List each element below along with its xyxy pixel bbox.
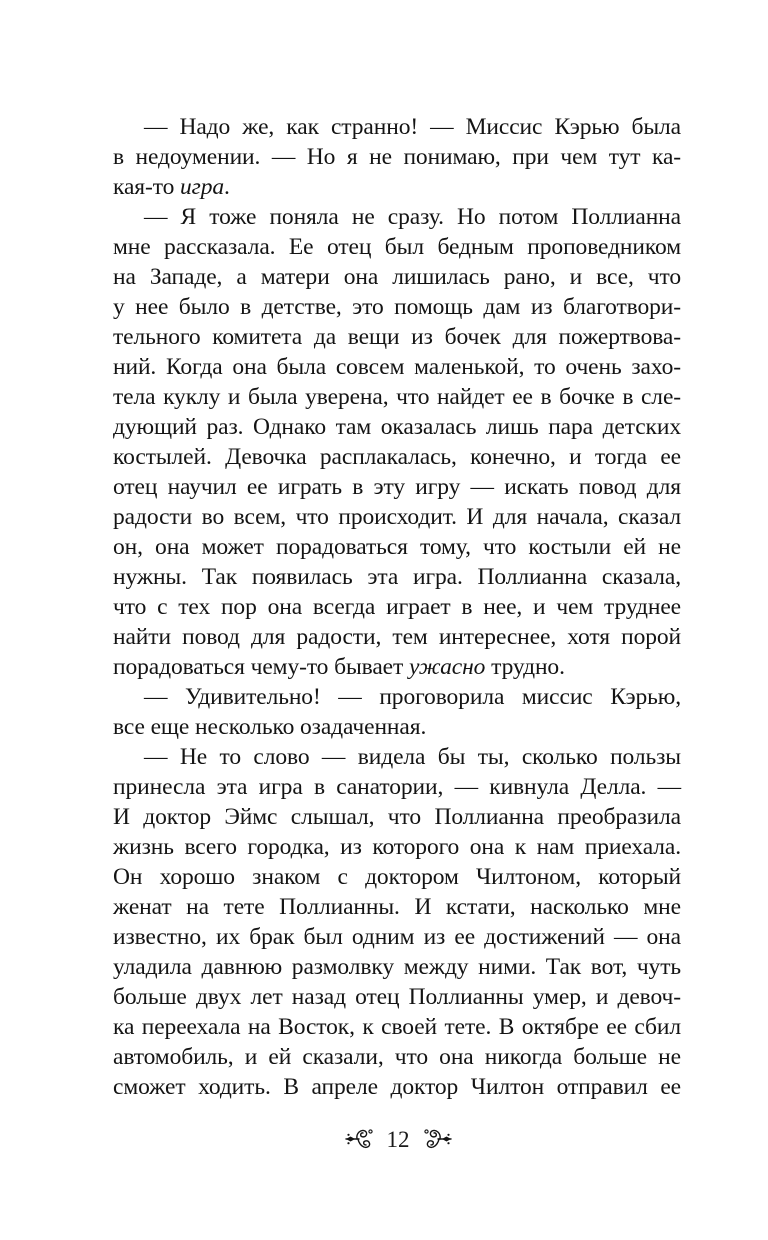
- text-line: [113, 982, 681, 1012]
- text-line: [113, 502, 681, 532]
- text-line: [113, 352, 681, 382]
- text-line: [113, 742, 681, 772]
- fleuron-left-icon: [345, 1128, 373, 1150]
- text-segment: на Западе, а матери она лишилась рано, и все, что: [113, 264, 681, 290]
- text-line: [113, 862, 681, 892]
- paragraph: [113, 742, 681, 1102]
- page-number: 12: [386, 1126, 410, 1152]
- text-line: [113, 262, 681, 292]
- text-segment: что с тех пор она всегда играет в нее, и чем труднее: [113, 594, 681, 620]
- page-text: [113, 112, 681, 1102]
- text-segment: найти повод для радости, тем интереснее, хотя порой: [113, 624, 681, 650]
- text-segment: тела куклу и была уверена, что найдет ее в бочке в сле-: [113, 384, 681, 410]
- text-line: [113, 532, 681, 562]
- text-segment: известно, их брак был одним из ее достижений — она: [113, 924, 681, 950]
- text-segment: кая-то: [113, 174, 181, 200]
- fleuron-right-icon: [424, 1128, 452, 1150]
- text-segment: больше двух лет назад отец Поллианны умер, и девоч-: [113, 984, 681, 1010]
- text-segment: отец научил ее играть в эту игру — искать повод для: [113, 474, 681, 500]
- text-segment: у нее было в детстве, это помощь дам из благотвори-: [113, 294, 681, 320]
- text-segment: в недоумении. — Но я не понимаю, при чем тут ка-: [113, 144, 681, 170]
- text-line: [113, 772, 681, 802]
- text-segment: он, она может порадоваться тому, что костыли ей не: [113, 534, 681, 560]
- text-segment: ка переехала на Восток, к своей тете. В октябре ее сбил: [113, 1014, 681, 1040]
- text-line: [113, 112, 681, 142]
- paragraph: [113, 202, 681, 682]
- text-segment: — Удивительно! — проговорила миссис Кэрью,: [144, 684, 681, 710]
- text-line: [113, 472, 681, 502]
- text-segment: все еще несколько озадаченная.: [113, 714, 427, 740]
- text-line: [113, 292, 681, 322]
- text-line: [113, 1042, 681, 1072]
- text-segment: автомобиль, и ей сказали, что она никогда больше не: [113, 1044, 681, 1070]
- text-segment: дующий раз. Однако там оказалась лишь пара детских: [113, 414, 681, 440]
- paragraph: [113, 682, 681, 742]
- text-segment: — Я тоже поняла не сразу. Но потом Поллианна: [144, 204, 681, 230]
- text-segment: Он хорошо знаком с доктором Чилтоном, который: [113, 864, 681, 890]
- text-segment: .: [224, 174, 230, 200]
- text-segment: уладила давнюю размолвку между ними. Так вот, чуть: [113, 954, 681, 980]
- text-segment: принесла эта игра в санатории, — кивнула Делла. —: [113, 774, 681, 800]
- text-line: [113, 562, 681, 592]
- text-line: [113, 682, 681, 712]
- text-line: [113, 322, 681, 352]
- text-segment: тельного комитета да вещи из бочек для пожертвова-: [113, 324, 681, 350]
- text-segment: порадоваться чему-то бывает: [113, 654, 409, 680]
- text-line: [113, 202, 681, 232]
- text-segment: мне рассказала. Ее отец был бедным проповедником: [113, 234, 681, 260]
- text-segment: И доктор Эймс слышал, что Поллианна преобразила: [113, 804, 681, 830]
- text-segment: жизнь всего городка, из которого она к нам приехала.: [113, 834, 681, 860]
- text-line: [113, 592, 681, 622]
- text-line: [113, 442, 681, 472]
- text-segment: ний. Когда она была совсем маленькой, то очень захо-: [113, 354, 681, 380]
- text-line: [113, 832, 681, 862]
- text-line: [113, 142, 681, 172]
- text-segment: — Не то слово — видела бы ты, сколько пользы: [144, 744, 681, 770]
- text-line: [113, 622, 681, 652]
- italic-text: ужасно: [408, 654, 486, 680]
- text-line: [113, 172, 681, 202]
- text-segment: женат на тете Поллианны. И кстати, насколько мне: [113, 894, 681, 920]
- text-segment: радости во всем, что происходит. И для начала, сказал: [113, 504, 681, 530]
- text-line: [113, 1012, 681, 1042]
- text-line: [113, 892, 681, 922]
- text-line: [113, 922, 681, 952]
- page-footer: [14, 1122, 768, 1156]
- text-line: [113, 652, 681, 682]
- text-line: [113, 712, 681, 742]
- text-line: [113, 412, 681, 442]
- paragraph: [113, 112, 681, 202]
- text-line: [113, 952, 681, 982]
- italic-text: игра: [180, 174, 225, 200]
- text-segment: костылей. Девочка расплакалась, конечно, и тогда ее: [113, 444, 681, 470]
- text-segment: сможет ходить. В апреле доктор Чилтон отправил ее: [113, 1074, 681, 1100]
- text-segment: — Надо же, как странно! — Миссис Кэрью была: [144, 114, 681, 140]
- text-segment: нужны. Так появилась эта игра. Поллианна сказала,: [113, 564, 681, 590]
- text-segment: трудно.: [485, 654, 565, 680]
- text-line: [113, 232, 681, 262]
- text-line: [113, 802, 681, 832]
- text-line: [113, 382, 681, 412]
- text-line: [113, 1072, 681, 1102]
